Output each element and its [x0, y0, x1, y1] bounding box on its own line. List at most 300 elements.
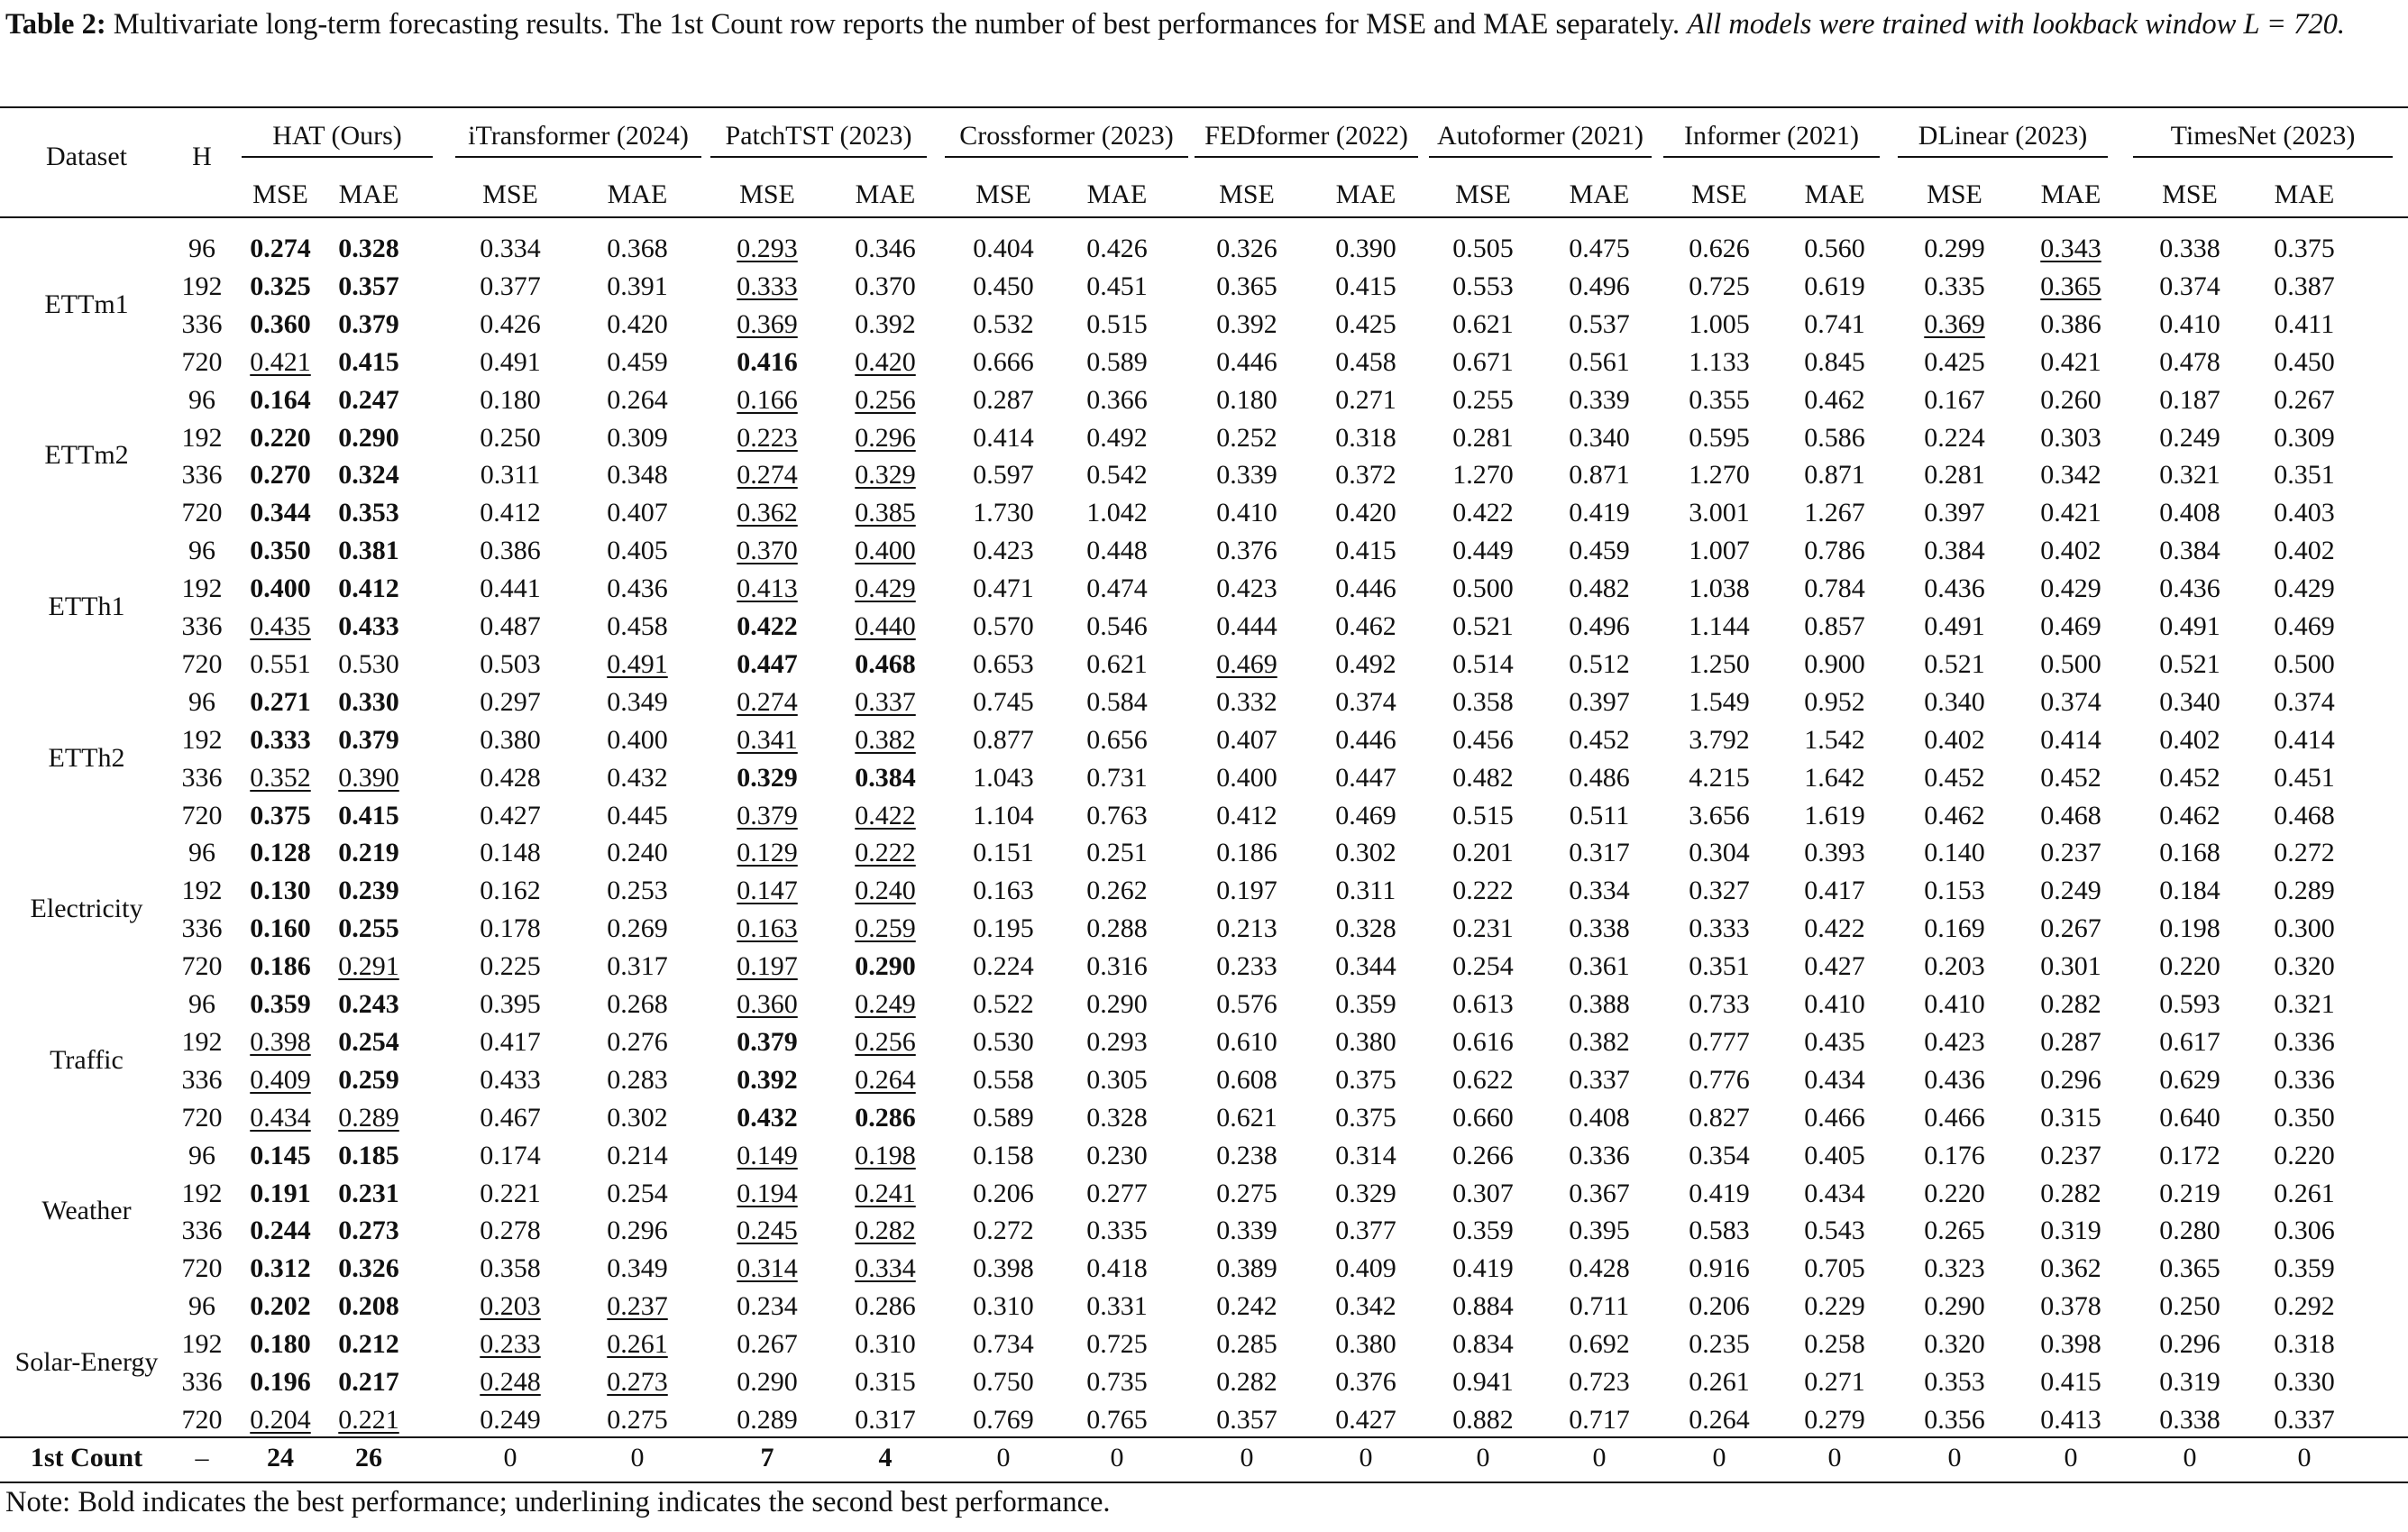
- metric-cell: 0.290: [1086, 989, 1148, 1019]
- metric-cell: 0.478: [2159, 346, 2220, 377]
- metric-cell: 0.487: [480, 611, 541, 641]
- metric-cell: 0.262: [1086, 876, 1148, 906]
- metric-cell: 0.433: [480, 1064, 541, 1095]
- group-underline: [945, 156, 1188, 158]
- metric-cell: 0.271: [1804, 1367, 1865, 1397]
- metric-cell: 0.220: [2159, 951, 2220, 982]
- horizon-cell: 96: [188, 989, 215, 1019]
- metric-cell: 0.350: [2274, 1102, 2335, 1133]
- metric-cell: 0.342: [2040, 460, 2101, 491]
- metric-cell: 0.272: [2274, 838, 2335, 868]
- metric-cell: 0.871: [1804, 460, 1865, 491]
- metric-cell: 0.784: [1804, 573, 1865, 604]
- metric-cell: 0.375: [1335, 1102, 1396, 1133]
- metric-cell: 0.333: [1689, 913, 1750, 944]
- metric-cell: 0.532: [973, 308, 1034, 339]
- metric-cell: 0.195: [973, 913, 1034, 944]
- horizon-cell: 192: [181, 876, 223, 906]
- horizon-cell: 192: [181, 1178, 223, 1208]
- metric-cell: 0.390: [338, 762, 399, 793]
- metric-cell: 0.426: [1086, 234, 1148, 263]
- metric-cell: 0.365: [2040, 271, 2101, 301]
- metric-cell: 0.589: [1086, 346, 1148, 377]
- metric-cell: 0.421: [2040, 498, 2101, 528]
- metric-cell: 0.290: [338, 422, 399, 453]
- header-model: TimesNet (2023): [2170, 121, 2356, 151]
- metric-cell: 0.285: [1216, 1329, 1277, 1360]
- metric-cell: 0.427: [1335, 1404, 1396, 1435]
- horizon-cell: 336: [181, 1064, 223, 1095]
- metric-cell: 0.276: [607, 1026, 668, 1057]
- horizon-cell: 96: [188, 384, 215, 415]
- metric-cell: 0.420: [1335, 498, 1396, 528]
- metric-cell: 0.377: [1335, 1216, 1396, 1246]
- metric-cell: 0.769: [973, 1404, 1034, 1435]
- metric-cell: 0.258: [1804, 1329, 1865, 1360]
- metric-cell: 0.395: [480, 989, 541, 1019]
- metric-cell: 0.149: [737, 1140, 798, 1170]
- metric-cell: 0.349: [607, 686, 668, 717]
- metric-cell: 0.375: [250, 800, 311, 830]
- metric-cell: 0.237: [2040, 1140, 2101, 1170]
- metric-cell: 0.220: [250, 422, 311, 453]
- metric-cell: 0.423: [1924, 1026, 1985, 1057]
- metric-cell: 0.302: [607, 1102, 668, 1133]
- metric-cell: 0.351: [2274, 460, 2335, 491]
- metric-cell: 0.163: [737, 913, 798, 944]
- metric-cell: 0.436: [2159, 573, 2220, 604]
- metric-cell: 1.042: [1086, 498, 1148, 528]
- metric-cell: 0.344: [1335, 951, 1396, 982]
- metric-cell: 0.468: [855, 648, 916, 679]
- metric-cell: 0.372: [1335, 460, 1396, 491]
- metric-cell: 1.270: [1689, 460, 1750, 491]
- metric-cell: 0.656: [1086, 724, 1148, 755]
- metric-cell: 0.250: [2159, 1291, 2220, 1322]
- metric-cell: 0.482: [1452, 762, 1514, 793]
- metric-cell: 0.421: [2040, 346, 2101, 377]
- metric-cell: 0.340: [1924, 686, 1985, 717]
- metric-cell: 0.468: [2040, 800, 2101, 830]
- metric-cell: 0.418: [1086, 1253, 1148, 1284]
- metric-cell: 0.296: [2040, 1064, 2101, 1095]
- metric-cell: 0.238: [1216, 1140, 1277, 1170]
- metric-cell: 0.357: [1216, 1404, 1277, 1435]
- metric-cell: 0.234: [737, 1291, 798, 1322]
- metric-cell: 0.268: [607, 989, 668, 1019]
- metric-cell: 0.254: [607, 1178, 668, 1208]
- metric-cell: 0.593: [2159, 989, 2220, 1019]
- metric-cell: 0.444: [1216, 611, 1277, 641]
- header-h: H: [192, 142, 212, 171]
- metric-cell: 0.619: [1804, 271, 1865, 301]
- metric-cell: 0.374: [2040, 686, 2101, 717]
- metric-cell: 0.462: [1804, 384, 1865, 415]
- header-dataset: Dataset: [46, 142, 127, 171]
- horizon-cell: 720: [181, 1253, 223, 1284]
- metric-cell: 0.231: [1452, 913, 1514, 944]
- metric-cell: 0.407: [1216, 724, 1277, 755]
- metric-cell: 0.319: [2040, 1216, 2101, 1246]
- horizon-cell: 336: [181, 913, 223, 944]
- metric-cell: 0.451: [1086, 271, 1148, 301]
- metric-cell: 0.261: [607, 1329, 668, 1360]
- metric-cell: 0.543: [1804, 1216, 1865, 1246]
- metric-cell: 0.621: [1452, 308, 1514, 339]
- metric-cell: 0.174: [480, 1140, 541, 1170]
- metric-cell: 0.282: [855, 1216, 916, 1246]
- metric-cell: 0.429: [855, 573, 916, 604]
- horizon-cell: 96: [188, 234, 215, 263]
- metric-cell: 0.414: [2274, 724, 2335, 755]
- metric-cell: 0.336: [2274, 1064, 2335, 1095]
- metric-cell: 0.420: [607, 308, 668, 339]
- metric-cell: 0.402: [2274, 536, 2335, 566]
- metric-cell: 0.172: [2159, 1140, 2220, 1170]
- metric-cell: 0.289: [338, 1102, 399, 1133]
- metric-cell: 0.735: [1086, 1367, 1148, 1397]
- metric-cell: 0.451: [2274, 762, 2335, 793]
- header-mse: MSE: [482, 179, 538, 209]
- caption-text: Multivariate long-term forecasting results. The 1st Count row reports the number of best performances for MSE and MAE separately.: [105, 8, 1688, 41]
- metric-cell: 0.265: [1924, 1216, 1985, 1246]
- metric-cell: 0.393: [1804, 838, 1865, 868]
- metric-cell: 0.435: [250, 611, 311, 641]
- metric-cell: 0.419: [1569, 498, 1630, 528]
- metric-cell: 0.325: [250, 271, 311, 301]
- header-model: iTransformer (2024): [468, 121, 689, 151]
- metric-cell: 0.282: [2040, 1178, 2101, 1208]
- metric-cell: 0.503: [480, 648, 541, 679]
- count-cell: 26: [355, 1442, 382, 1472]
- metric-cell: 0.392: [737, 1064, 798, 1095]
- count-cell: 0: [1110, 1442, 1124, 1472]
- metric-cell: 0.212: [338, 1329, 399, 1360]
- metric-cell: 0.434: [1804, 1064, 1865, 1095]
- metric-cell: 0.419: [1689, 1178, 1750, 1208]
- metric-cell: 0.358: [480, 1253, 541, 1284]
- metric-cell: 0.436: [607, 573, 668, 604]
- metric-cell: 0.248: [480, 1367, 541, 1397]
- header-mse: MSE: [252, 179, 308, 209]
- metric-cell: 0.415: [1335, 271, 1396, 301]
- metric-cell: 0.186: [250, 951, 311, 982]
- metric-cell: 0.261: [1689, 1367, 1750, 1397]
- metric-cell: 0.382: [1569, 1026, 1630, 1057]
- metric-cell: 0.530: [973, 1026, 1034, 1057]
- horizon-cell: 96: [188, 1291, 215, 1322]
- header-mae: MAE: [1569, 179, 1630, 209]
- metric-cell: 0.445: [607, 800, 668, 830]
- metric-cell: 1.542: [1804, 724, 1865, 755]
- metric-cell: 0.376: [1216, 536, 1277, 566]
- metric-cell: 0.253: [607, 876, 668, 906]
- metric-cell: 0.402: [2040, 536, 2101, 566]
- horizon-cell: 96: [188, 838, 215, 868]
- metric-cell: 0.407: [607, 498, 668, 528]
- metric-cell: 0.845: [1804, 346, 1865, 377]
- metric-cell: 0.292: [2274, 1291, 2335, 1322]
- metric-cell: 0.560: [1804, 234, 1865, 263]
- metric-cell: 0.140: [1924, 838, 1985, 868]
- metric-cell: 0.400: [607, 724, 668, 755]
- metric-cell: 0.482: [1569, 573, 1630, 604]
- rule-line: [0, 1436, 2408, 1438]
- metric-cell: 0.316: [1086, 951, 1148, 982]
- metric-cell: 0.217: [338, 1367, 399, 1397]
- metric-cell: 0.384: [1924, 536, 1985, 566]
- metric-cell: 0.384: [855, 762, 916, 793]
- horizon-cell: 336: [181, 1367, 223, 1397]
- metric-cell: 0.274: [737, 686, 798, 717]
- horizon-cell: 96: [188, 686, 215, 717]
- metric-cell: 0.278: [480, 1216, 541, 1246]
- metric-cell: 0.400: [250, 573, 311, 604]
- metric-cell: 1.043: [973, 762, 1034, 793]
- dataset-label: Electricity: [30, 894, 143, 924]
- metric-cell: 0.374: [1335, 686, 1396, 717]
- metric-cell: 0.380: [1335, 1329, 1396, 1360]
- metric-cell: 0.436: [1924, 573, 1985, 604]
- metric-cell: 0.240: [607, 838, 668, 868]
- metric-cell: 0.500: [2274, 648, 2335, 679]
- header-mae: MAE: [2274, 179, 2335, 209]
- metric-cell: 0.452: [1569, 724, 1630, 755]
- metric-cell: 0.537: [1569, 308, 1630, 339]
- metric-cell: 0.224: [1924, 422, 1985, 453]
- metric-cell: 3.656: [1689, 800, 1750, 830]
- metric-cell: 0.335: [1924, 271, 1985, 301]
- metric-cell: 0.221: [480, 1178, 541, 1208]
- metric-cell: 0.224: [973, 951, 1034, 982]
- metric-cell: 0.270: [250, 460, 311, 491]
- metric-cell: 0.281: [1924, 460, 1985, 491]
- metric-cell: 0.500: [1452, 573, 1514, 604]
- metric-cell: 0.436: [1924, 1064, 1985, 1095]
- metric-cell: 0.327: [1689, 876, 1750, 906]
- metric-cell: 0.180: [250, 1329, 311, 1360]
- count-cell: 0: [996, 1442, 1011, 1472]
- metric-cell: 1.267: [1804, 498, 1865, 528]
- metric-cell: 0.776: [1689, 1064, 1750, 1095]
- metric-cell: 0.468: [2274, 800, 2335, 830]
- metric-cell: 0.297: [480, 686, 541, 717]
- metric-cell: 0.353: [338, 498, 399, 528]
- metric-cell: 0.386: [480, 536, 541, 566]
- metric-cell: 0.203: [480, 1291, 541, 1322]
- metric-cell: 0.158: [973, 1140, 1034, 1170]
- metric-cell: 0.448: [1086, 536, 1148, 566]
- metric-cell: 0.763: [1086, 800, 1148, 830]
- metric-cell: 0.354: [1689, 1140, 1750, 1170]
- metric-cell: 0.314: [737, 1253, 798, 1284]
- metric-cell: 1.104: [973, 800, 1034, 830]
- metric-cell: 0.440: [855, 611, 916, 641]
- metric-cell: 0.765: [1086, 1404, 1148, 1435]
- metric-cell: 0.387: [2274, 271, 2335, 301]
- metric-cell: 0.338: [1569, 913, 1630, 944]
- metric-cell: 0.731: [1086, 762, 1148, 793]
- metric-cell: 0.290: [855, 951, 916, 982]
- metric-cell: 0.522: [973, 989, 1034, 1019]
- metric-cell: 0.343: [2040, 234, 2101, 263]
- metric-cell: 0.219: [2159, 1178, 2220, 1208]
- metric-cell: 0.365: [1216, 271, 1277, 301]
- metric-cell: 0.640: [2159, 1102, 2220, 1133]
- metric-cell: 1.133: [1689, 346, 1750, 377]
- metric-cell: 0.312: [250, 1253, 311, 1284]
- metric-cell: 0.275: [607, 1404, 668, 1435]
- metric-cell: 0.717: [1569, 1404, 1630, 1435]
- metric-cell: 0.402: [1924, 724, 1985, 755]
- metric-cell: 0.491: [480, 346, 541, 377]
- metric-cell: 0.514: [1452, 648, 1514, 679]
- metric-cell: 0.553: [1452, 271, 1514, 301]
- metric-cell: 0.231: [338, 1178, 399, 1208]
- metric-cell: 0.666: [973, 346, 1034, 377]
- metric-cell: 0.330: [2274, 1367, 2335, 1397]
- horizon-cell: 192: [181, 724, 223, 755]
- metric-cell: 0.452: [1924, 762, 1985, 793]
- metric-cell: 0.434: [250, 1102, 311, 1133]
- metric-cell: 0.422: [1804, 913, 1865, 944]
- metric-cell: 0.230: [1086, 1140, 1148, 1170]
- metric-cell: 0.725: [1689, 271, 1750, 301]
- metric-cell: 0.621: [1216, 1102, 1277, 1133]
- metric-cell: 0.412: [480, 498, 541, 528]
- metric-cell: 0.254: [1452, 951, 1514, 982]
- metric-cell: 0.392: [855, 308, 916, 339]
- metric-cell: 0.450: [2274, 346, 2335, 377]
- count-cell: 7: [760, 1442, 774, 1472]
- metric-cell: 0.169: [1924, 913, 1985, 944]
- metric-cell: 0.279: [1804, 1404, 1865, 1435]
- metric-cell: 0.309: [607, 422, 668, 453]
- metric-cell: 0.204: [250, 1404, 311, 1435]
- metric-cell: 0.273: [338, 1216, 399, 1246]
- metric-cell: 0.359: [2274, 1253, 2335, 1284]
- metric-cell: 0.409: [250, 1064, 311, 1095]
- horizon-cell: 336: [181, 308, 223, 339]
- rule-line: [0, 1482, 2408, 1483]
- metric-cell: 0.405: [1804, 1140, 1865, 1170]
- metric-cell: 0.311: [1335, 876, 1396, 906]
- metric-cell: 0.351: [1689, 951, 1750, 982]
- metric-cell: 0.237: [2040, 838, 2101, 868]
- metric-cell: 0.900: [1804, 648, 1865, 679]
- metric-cell: 0.546: [1086, 611, 1148, 641]
- metric-cell: 0.360: [250, 308, 311, 339]
- metric-cell: 0.252: [1216, 422, 1277, 453]
- metric-cell: 0.378: [2040, 1291, 2101, 1322]
- header-mse: MSE: [1927, 179, 1982, 209]
- metric-cell: 0.412: [1216, 800, 1277, 830]
- horizon-cell: 720: [181, 1404, 223, 1435]
- metric-cell: 0.471: [973, 573, 1034, 604]
- metric-cell: 0.362: [2040, 1253, 2101, 1284]
- metric-cell: 0.486: [1569, 762, 1630, 793]
- metric-cell: 0.428: [480, 762, 541, 793]
- metric-cell: 0.882: [1452, 1404, 1514, 1435]
- group-underline: [1898, 156, 2108, 158]
- metric-cell: 0.469: [1335, 800, 1396, 830]
- metric-cell: 0.264: [855, 1064, 916, 1095]
- metric-cell: 0.281: [1452, 422, 1514, 453]
- metric-cell: 0.415: [338, 346, 399, 377]
- metric-cell: 0.410: [2159, 308, 2220, 339]
- metric-cell: 0.617: [2159, 1026, 2220, 1057]
- metric-cell: 1.038: [1689, 573, 1750, 604]
- metric-cell: 0.339: [1569, 384, 1630, 415]
- metric-cell: 0.194: [737, 1178, 798, 1208]
- metric-cell: 0.198: [855, 1140, 916, 1170]
- metric-cell: 0.326: [338, 1253, 399, 1284]
- metric-cell: 0.616: [1452, 1026, 1514, 1057]
- metric-cell: 0.256: [855, 384, 916, 415]
- metric-cell: 0.237: [607, 1291, 668, 1322]
- metric-cell: 0.315: [2040, 1102, 2101, 1133]
- horizon-cell: 192: [181, 271, 223, 301]
- metric-cell: 0.151: [973, 838, 1034, 868]
- metric-cell: 0.379: [737, 1026, 798, 1057]
- metric-cell: 0.458: [607, 611, 668, 641]
- metric-cell: 0.317: [607, 951, 668, 982]
- group-underline: [1429, 156, 1652, 158]
- metric-cell: 0.260: [2040, 384, 2101, 415]
- metric-cell: 0.326: [1216, 234, 1277, 263]
- header-mse: MSE: [1691, 179, 1747, 209]
- metric-cell: 0.741: [1804, 308, 1865, 339]
- count-cell: 0: [1240, 1442, 1254, 1472]
- metric-cell: 0.462: [1924, 800, 1985, 830]
- metric-cell: 0.300: [2274, 913, 2335, 944]
- horizon-cell: 720: [181, 498, 223, 528]
- metric-cell: 0.462: [1335, 611, 1396, 641]
- metric-cell: 0.492: [1335, 648, 1396, 679]
- metric-cell: 0.129: [737, 838, 798, 868]
- header-mae: MAE: [607, 179, 668, 209]
- metric-cell: 0.621: [1086, 648, 1148, 679]
- metric-cell: 0.381: [338, 536, 399, 566]
- horizon-cell: 336: [181, 611, 223, 641]
- metric-cell: 0.492: [1086, 422, 1148, 453]
- horizon-cell: 336: [181, 1216, 223, 1246]
- metric-cell: 0.342: [1335, 1291, 1396, 1322]
- dataset-label: Traffic: [50, 1044, 124, 1075]
- metric-cell: 0.397: [1569, 686, 1630, 717]
- metric-cell: 0.239: [338, 876, 399, 906]
- metric-cell: 0.458: [1335, 346, 1396, 377]
- metric-cell: 0.273: [607, 1367, 668, 1397]
- metric-cell: 0.435: [1804, 1026, 1865, 1057]
- metric-cell: 0.723: [1569, 1367, 1630, 1397]
- metric-cell: 0.201: [1452, 838, 1514, 868]
- metric-cell: 0.334: [1569, 876, 1630, 906]
- metric-cell: 0.916: [1689, 1253, 1750, 1284]
- metric-cell: 0.288: [1086, 913, 1148, 944]
- metric-cell: 0.335: [1086, 1216, 1148, 1246]
- metric-cell: 0.191: [250, 1178, 311, 1208]
- metric-cell: 0.419: [1452, 1253, 1514, 1284]
- metric-cell: 0.425: [1924, 346, 1985, 377]
- metric-cell: 0.469: [2274, 611, 2335, 641]
- metric-cell: 0.341: [737, 724, 798, 755]
- metric-cell: 0.610: [1216, 1026, 1277, 1057]
- metric-cell: 0.202: [250, 1291, 311, 1322]
- metric-cell: 0.336: [2274, 1026, 2335, 1057]
- metric-cell: 0.416: [737, 346, 798, 377]
- metric-cell: 0.296: [2159, 1329, 2220, 1360]
